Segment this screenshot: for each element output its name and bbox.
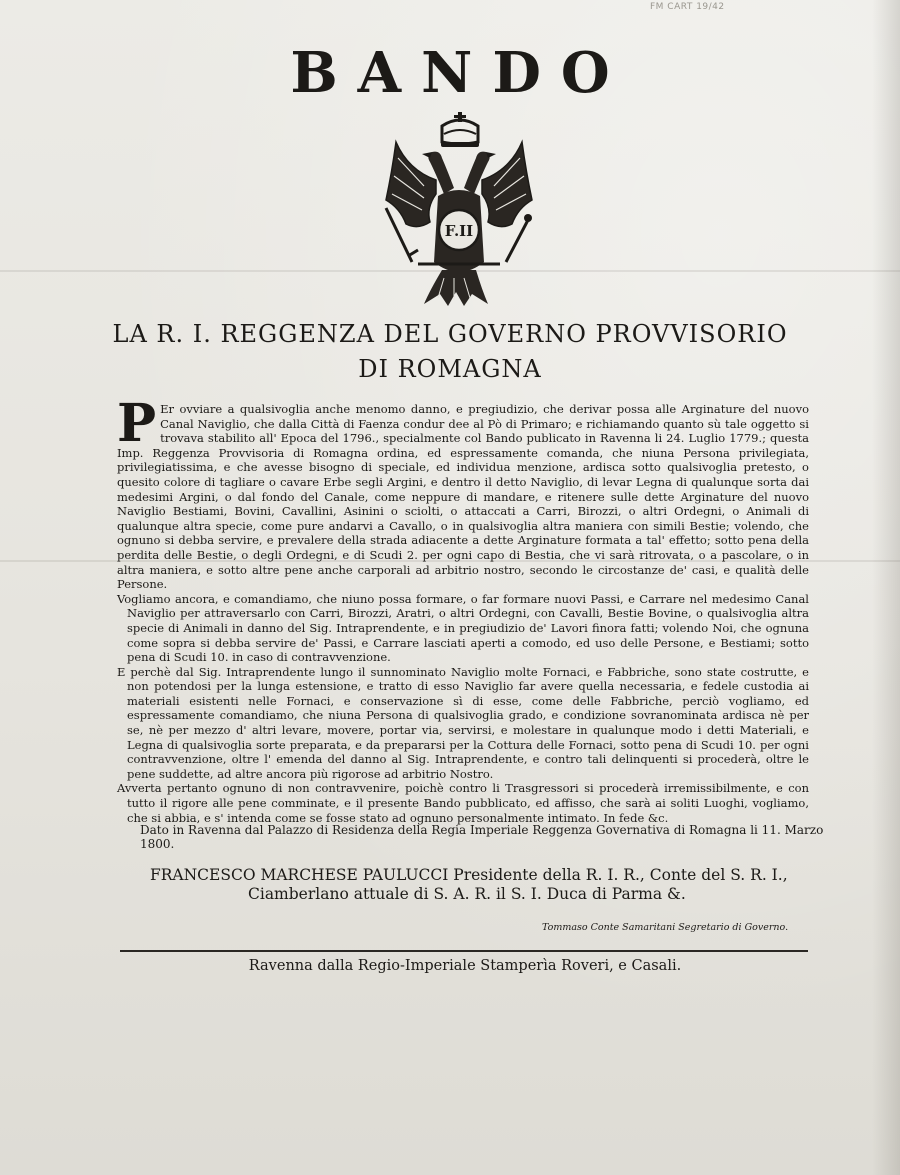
paragraph-text: Er ovviare a qualsivoglia anche menomo danno, e pregiudizio, che derivar possa alle Arginature del nuovo Canal Naviglio, che dalla Città di Faenza condur dee al Pò di Primaro; e richiamando quanto sù tale oggetto si trovava stabilito all' Epoca del 1796., specialmente col Bando publicato in Ravenna li 24. Luglio 1779.; questa Imp. Reggenza Provvisoria di Romagna ordina, ed espressamente comanda, che niuna Persona privilegiata, privilegiatissima, e che avesse bisogno di speciale, ed individua menzione, ardisca sotto qualsivoglia pretesto, o quesito colore di tagliare o cavare Erbe segli Argini, e dentro il detto Naviglio, di levar Legna di qualunque sorta dai medesimi Argini, o dal fondo del Canale, come neppure di mandare, e ritenere sulle dette Arginature del nuovo Naviglio Bestiami, Bovini, Cavallini, Asinini o sciolti, o attaccati a Carri, Birozzi, o altri Ordegni, o Animali di qualunque altra specie, come pure andarvi a Cavallo, o in qualsivoglia altra maniera con simili Bestie; volendo, che ognuno si debba servire, e prevalere della strada adiacente a dette Arginature formata a tal' effetto; sotto pena della perdita delle Bestie, o degli Ordegni, e di Scudi 2. per ogni capo di Bestia, che vi sarà ritrovata, o a pascolare, o in altra maniera, e sotto altre pene anche carporali ad arbitrio nostro, secondo le circostanze de' casi, e qualità delle Persone. xyxy=(117,402,809,592)
decree-paragraph: E perchè dal Sig. Intraprendente lungo il sunnominato Naviglio molte Fornaci, e Fabbriche, sono state costrutte, e non potendosi per la lunga estensione, e tratto di esso Naviglio far avere quella necessaria, e fedele custodia ai materiali esistenti nelle Fornaci, e conservazione sì di esse, come delle Fabbriche, perciò vogliamo, ed espressamente comandiamo, che niuna Persona di qualsivoglia grado, e condizione sovranominata ardisca nè per se, nè per mezzo d' altri levare, movere, portar via, servirsi, e molestare in qualunque modo i detti Materiali, e Legna di qualsivoglia sorte preparata, e da prepararsi per la Cottura delle Fornaci, sotto pena di Scudi 10. per ogni contravvenzione, oltre l' emenda del danno al Sig. Intraprendente, e contro tali delinquenti si procederà, oltre le pene suddette, ad altre ancora più rigorose ad arbitrio Nostro. xyxy=(117,664,809,781)
decree-body xyxy=(117,393,809,825)
date-line: Dato in Ravenna dal Palazzo di Residenza della Regia Imperiale Reggenza Governativa di Romagna li 11. Marzo 1800. xyxy=(140,823,824,851)
document-title: BANDO xyxy=(290,40,630,106)
double-headed-eagle-crest-icon xyxy=(378,112,538,307)
signatory-name: FRANCESCO MARCHESE PAULUCCI Presidente della R. I. R., Conte del S. R. I., xyxy=(150,866,788,884)
archive-mark: FM CART 19/42 xyxy=(650,2,725,12)
decree-paragraph xyxy=(117,393,809,592)
decree-paragraph: Avverta pertanto ognuno di non contravvenire, poichè contro li Trasgressori si procederà irremissibilmente, e con tutto il rigore alle pene comminate, e il presente Bando pubblicato, ed affisso, che sarà ai soliti Luoghi, vogliamo, che si abbia, e s' intenda come se fosse stato ad ognuno personalmente intimato. In fede &c. xyxy=(117,781,809,825)
emblem-monogram: F.II xyxy=(444,222,474,240)
decree-paragraph: Vogliamo ancora, e comandiamo, che niuno possa formare, o far formare nuovi Passi, e Carrare nel medesimo Canal Naviglio per attraversarlo con Carri, Birozzi, Aratri, o altri Ordegni, con Cavalli, Bestie Bovine, o qualsivoglia altra specie di Animali in danno del Sig. Intraprendente, e in pregiudizio de' Lavori finora fatti; volendo Noi, che ognuna come sopra si debba servire de' Passi, e Carrare lasciati aperti a comodo, ed uso delle Persone, e Bestiami; sotto pena di Scudi 10. in caso di contravvenzione. xyxy=(117,591,809,665)
paper-edge-shadow xyxy=(872,0,900,1175)
authority-heading: LA R. I. REGGENZA DEL GOVERNO PROVVISORIO xyxy=(112,320,788,348)
secretary-signature: Tommaso Conte Samaritani Segretario di Governo. xyxy=(542,922,789,933)
signatory-block xyxy=(150,866,870,904)
drop-cap: P xyxy=(117,393,157,454)
authority-subheading: DI ROMAGNA xyxy=(358,355,542,383)
signatory-title: Ciamberlano attuale di S. A. R. il S. I. Duca di Parma &. xyxy=(248,885,686,903)
divider-rule xyxy=(120,950,808,952)
printer-imprint: Ravenna dalla Regio-Imperiale Stamperìa Roveri, e Casali. xyxy=(248,958,682,974)
